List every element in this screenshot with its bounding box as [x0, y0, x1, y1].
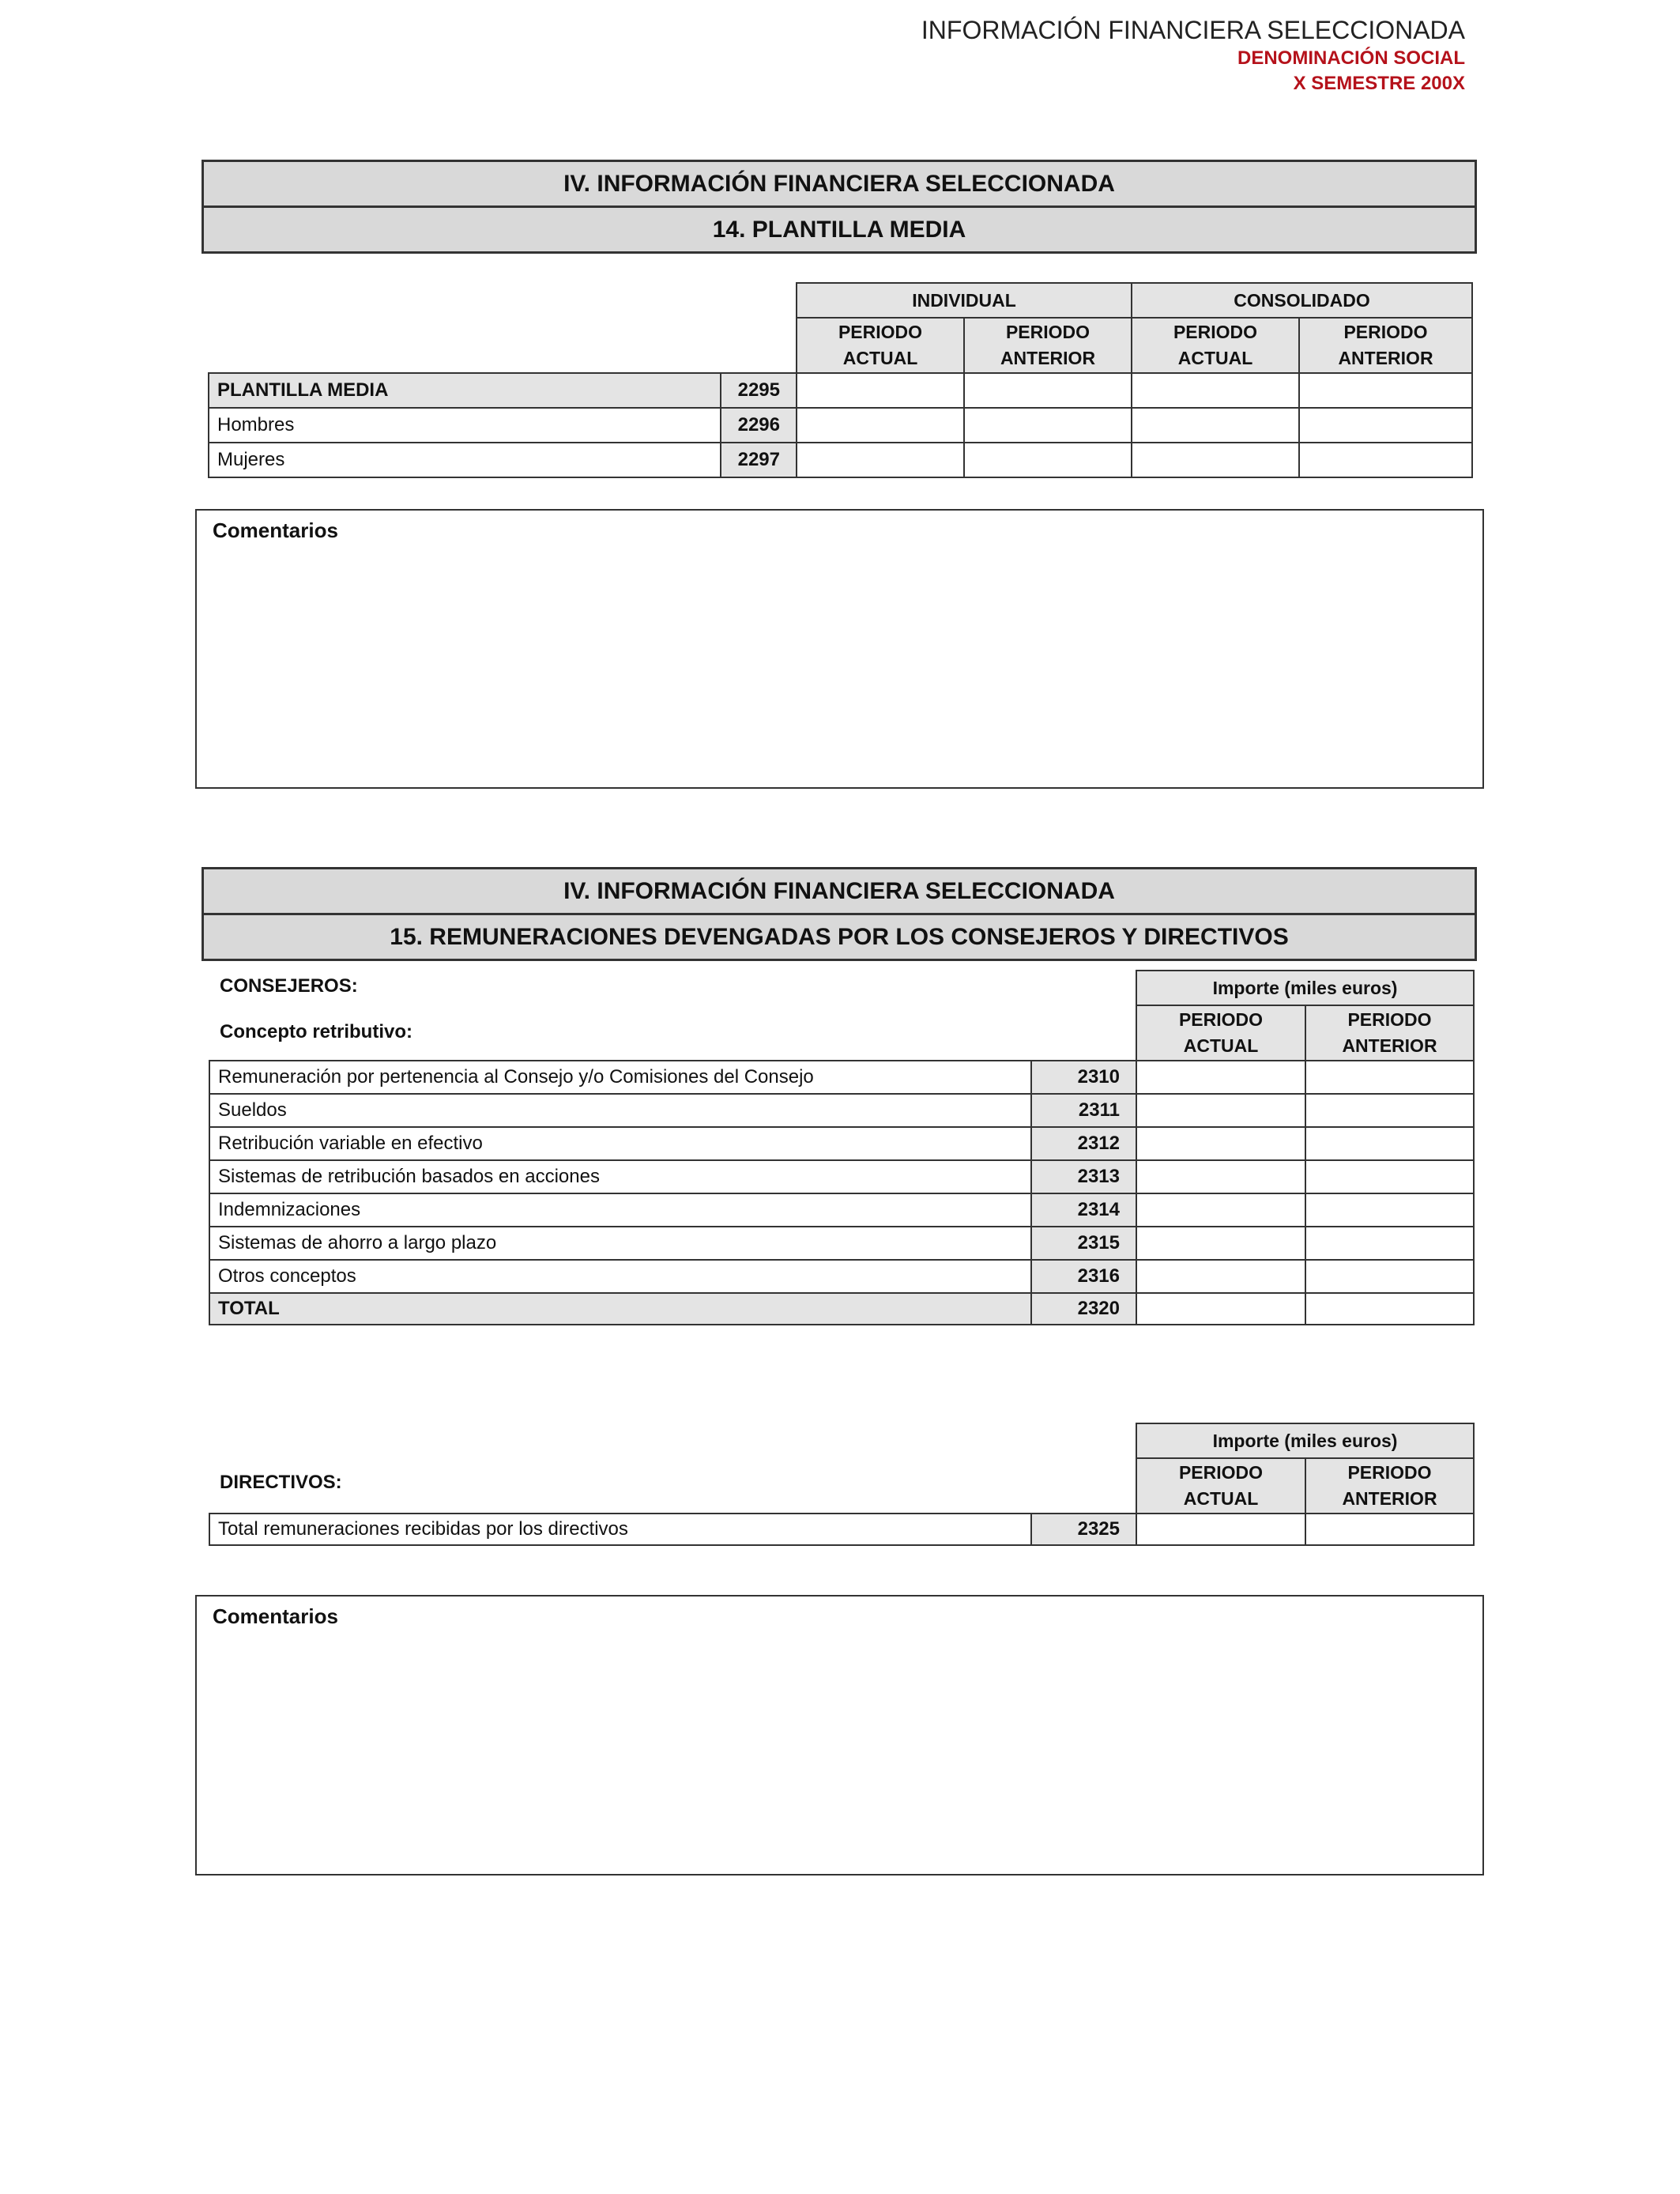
input-cell[interactable] [1305, 1127, 1474, 1160]
row-code: 2316 [1031, 1260, 1136, 1293]
row-code: 2325 [1031, 1514, 1136, 1545]
col-individual-periodo-anterior: PERIODO ANTERIOR [964, 318, 1132, 373]
consejeros-table [209, 970, 1475, 1325]
input-cell[interactable] [1305, 1061, 1474, 1094]
banner-subtitle: 14. PLANTILLA MEDIA [204, 205, 1475, 251]
col-periodo-anterior: PERIODO ANTERIOR [1305, 1005, 1474, 1061]
row-label: Retribución variable en efectivo [209, 1127, 1031, 1160]
input-cell[interactable] [1136, 1127, 1305, 1160]
input-cell[interactable] [964, 408, 1132, 443]
col-consolidado-periodo-actual: PERIODO ACTUAL [1132, 318, 1299, 373]
input-cell[interactable] [1305, 1514, 1474, 1545]
table-row [209, 1227, 1474, 1260]
input-cell[interactable] [1132, 373, 1299, 408]
directivos-label: DIRECTIVOS: [220, 1472, 342, 1493]
input-cell[interactable] [1305, 1227, 1474, 1260]
table-row-total [209, 1293, 1474, 1325]
input-cell[interactable] [797, 443, 964, 477]
input-cell[interactable] [1136, 1160, 1305, 1193]
comments-box-remuneraciones[interactable] [195, 1595, 1484, 1875]
comments-box-plantilla[interactable] [195, 509, 1484, 789]
comments-title: Comentarios [213, 1604, 338, 1628]
input-cell[interactable] [1299, 408, 1472, 443]
concepto-retributivo-label: Concepto retributivo: [220, 1021, 412, 1042]
table-row [209, 1260, 1474, 1293]
row-code: 2314 [1031, 1193, 1136, 1227]
row-code: 2296 [721, 408, 797, 443]
row-code: 2311 [1031, 1094, 1136, 1127]
row-code: 2320 [1031, 1293, 1136, 1325]
directivos-table [209, 1423, 1475, 1546]
section-15-banner [202, 867, 1477, 961]
table-row [209, 1094, 1474, 1127]
plantilla-media-table [208, 282, 1473, 478]
row-code: 2313 [1031, 1160, 1136, 1193]
input-cell[interactable] [1299, 443, 1472, 477]
row-label: Hombres [209, 408, 721, 443]
input-cell[interactable] [1136, 1260, 1305, 1293]
input-cell[interactable] [1136, 1514, 1305, 1545]
input-cell[interactable] [1136, 1094, 1305, 1127]
row-code: 2315 [1031, 1227, 1136, 1260]
table-row [209, 408, 1472, 443]
table-row [209, 1061, 1474, 1094]
input-cell[interactable] [1136, 1061, 1305, 1094]
row-code: 2297 [721, 443, 797, 477]
row-label: Total remuneraciones recibidas por los directivos [209, 1514, 1031, 1545]
row-label: Indemnizaciones [209, 1193, 1031, 1227]
table-row [209, 1127, 1474, 1160]
group-header-individual: INDIVIDUAL [797, 283, 1132, 318]
col-periodo-actual: PERIODO ACTUAL [1136, 1458, 1305, 1514]
table-row [209, 443, 1472, 477]
input-cell[interactable] [1136, 1293, 1305, 1325]
input-cell[interactable] [1132, 443, 1299, 477]
row-label: Sistemas de ahorro a largo plazo [209, 1227, 1031, 1260]
row-code: 2312 [1031, 1127, 1136, 1160]
col-periodo-actual: PERIODO ACTUAL [1136, 1005, 1305, 1061]
table-row [209, 373, 1472, 408]
row-label: Remuneración por pertenencia al Consejo y/o Comisiones del Consejo [209, 1061, 1031, 1094]
table-row [209, 1514, 1474, 1545]
table-row [209, 1160, 1474, 1193]
input-cell[interactable] [1132, 408, 1299, 443]
section-14-banner [202, 160, 1477, 254]
input-cell[interactable] [1136, 1227, 1305, 1260]
document-header-title: INFORMACIÓN FINANCIERA SELECCIONADA [921, 16, 1465, 44]
row-label: Sistemas de retribución basados en acciones [209, 1160, 1031, 1193]
reporting-period: X SEMESTRE 200X [1293, 73, 1465, 94]
input-cell[interactable] [1305, 1160, 1474, 1193]
row-label: Sueldos [209, 1094, 1031, 1127]
input-cell[interactable] [964, 373, 1132, 408]
input-cell[interactable] [964, 443, 1132, 477]
col-periodo-anterior: PERIODO ANTERIOR [1305, 1458, 1474, 1514]
input-cell[interactable] [1305, 1293, 1474, 1325]
row-label: TOTAL [209, 1293, 1031, 1325]
importe-header: Importe (miles euros) [1136, 1423, 1474, 1458]
input-cell[interactable] [1305, 1193, 1474, 1227]
input-cell[interactable] [1299, 373, 1472, 408]
input-cell[interactable] [1305, 1094, 1474, 1127]
col-individual-periodo-actual: PERIODO ACTUAL [797, 318, 964, 373]
importe-header: Importe (miles euros) [1136, 971, 1474, 1005]
col-consolidado-periodo-anterior: PERIODO ANTERIOR [1299, 318, 1472, 373]
row-label: Otros conceptos [209, 1260, 1031, 1293]
row-code: 2295 [721, 373, 797, 408]
company-name: DENOMINACIÓN SOCIAL [1237, 47, 1465, 69]
input-cell[interactable] [1136, 1193, 1305, 1227]
row-code: 2310 [1031, 1061, 1136, 1094]
banner-title: IV. INFORMACIÓN FINANCIERA SELECCIONADA [563, 877, 1115, 904]
input-cell[interactable] [797, 408, 964, 443]
row-label: Mujeres [209, 443, 721, 477]
comments-title: Comentarios [213, 518, 338, 542]
row-label: PLANTILLA MEDIA [209, 373, 721, 408]
banner-subtitle: 15. REMUNERACIONES DEVENGADAS POR LOS CONSEJEROS Y DIRECTIVOS [204, 913, 1475, 959]
consejeros-label: CONSEJEROS: [220, 975, 358, 997]
banner-title: IV. INFORMACIÓN FINANCIERA SELECCIONADA [563, 170, 1115, 197]
input-cell[interactable] [797, 373, 964, 408]
table-row [209, 1193, 1474, 1227]
group-header-consolidado: CONSOLIDADO [1132, 283, 1472, 318]
input-cell[interactable] [1305, 1260, 1474, 1293]
